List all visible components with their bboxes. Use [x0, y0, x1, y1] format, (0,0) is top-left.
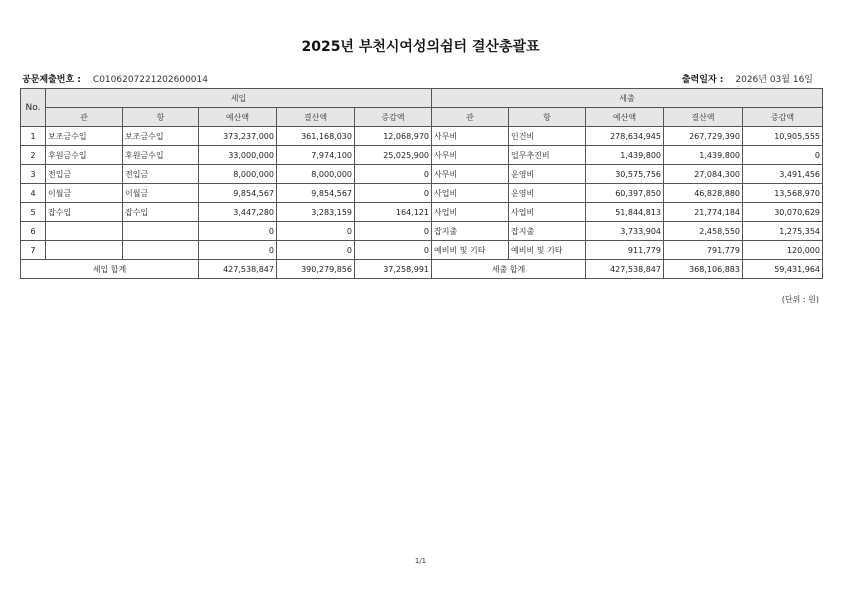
- expense-budget: 278,634,945: [586, 127, 664, 146]
- income-total-settled: 390,279,856: [277, 260, 355, 279]
- expense-diff: 10,905,555: [743, 127, 823, 146]
- print-date-block: [682, 72, 813, 85]
- table-row: [21, 184, 823, 203]
- expense-gwan: 사무비: [432, 146, 509, 165]
- print-date-value: 2026년 03월 16일: [735, 75, 813, 85]
- header-income-hang: 항: [123, 108, 199, 127]
- income-total-budget: 427,538,847: [199, 260, 277, 279]
- header-expense-settled: 결산액: [664, 108, 743, 127]
- expense-budget: 51,844,813: [586, 203, 664, 222]
- income-diff: 25,025,900: [355, 146, 432, 165]
- income-settled: 3,283,159: [277, 203, 355, 222]
- header-income-gwan: 관: [46, 108, 123, 127]
- expense-settled: 46,828,880: [664, 184, 743, 203]
- income-settled: 8,000,000: [277, 165, 355, 184]
- income-total-label: 세입 합계: [21, 260, 199, 279]
- expense-budget: 30,575,756: [586, 165, 664, 184]
- income-settled: 0: [277, 222, 355, 241]
- expense-settled: 791,779: [664, 241, 743, 260]
- expense-total-diff: 59,431,964: [743, 260, 823, 279]
- header-income-diff: 증감액: [355, 108, 432, 127]
- income-gwan: 전입금: [46, 165, 123, 184]
- expense-diff: 1,275,354: [743, 222, 823, 241]
- expense-diff: 120,000: [743, 241, 823, 260]
- page-number: 1/1: [414, 557, 427, 565]
- income-hang: 후원금수입: [123, 146, 199, 165]
- income-gwan: 후원금수입: [46, 146, 123, 165]
- expense-gwan: 잡지출: [432, 222, 509, 241]
- expense-budget: 911,779: [586, 241, 664, 260]
- expense-settled: 2,458,550: [664, 222, 743, 241]
- income-budget: 33,000,000: [199, 146, 277, 165]
- income-settled: 7,974,100: [277, 146, 355, 165]
- expense-settled: 27,084,300: [664, 165, 743, 184]
- expense-gwan: 사업비: [432, 203, 509, 222]
- row-no: 6: [21, 222, 46, 241]
- expense-diff: 30,070,629: [743, 203, 823, 222]
- expense-hang: 운영비: [509, 165, 586, 184]
- income-settled: 0: [277, 241, 355, 260]
- income-hang: [123, 222, 199, 241]
- header-no: No.: [21, 89, 46, 127]
- income-gwan: 보조금수입: [46, 127, 123, 146]
- income-diff: 0: [355, 184, 432, 203]
- income-hang: 이월금: [123, 184, 199, 203]
- header-income: 세입: [46, 89, 432, 108]
- income-diff: 0: [355, 222, 432, 241]
- income-budget: 3,447,280: [199, 203, 277, 222]
- settlement-table: [20, 88, 823, 279]
- expense-settled: 21,774,184: [664, 203, 743, 222]
- expense-budget: 1,439,800: [586, 146, 664, 165]
- doc-number-value: C0106207221202600014: [92, 75, 208, 85]
- expense-hang: 예비비 및 기타: [509, 241, 586, 260]
- expense-gwan: 사업비: [432, 184, 509, 203]
- table-row: [21, 165, 823, 184]
- table-row: [21, 222, 823, 241]
- expense-hang: 업무추진비: [509, 146, 586, 165]
- expense-total-settled: 368,106,883: [664, 260, 743, 279]
- income-total-diff: 37,258,991: [355, 260, 432, 279]
- income-hang: 보조금수입: [123, 127, 199, 146]
- expense-budget: 60,397,850: [586, 184, 664, 203]
- table-row: [21, 203, 823, 222]
- income-hang: 잡수입: [123, 203, 199, 222]
- row-no: 2: [21, 146, 46, 165]
- doc-number-label: 공문제출번호 :: [22, 75, 81, 85]
- income-gwan: 이월금: [46, 184, 123, 203]
- income-budget: 0: [199, 241, 277, 260]
- header-income-budget: 예산액: [199, 108, 277, 127]
- expense-settled: 1,439,800: [664, 146, 743, 165]
- row-no: 3: [21, 165, 46, 184]
- table-row: [21, 241, 823, 260]
- expense-settled: 267,729,390: [664, 127, 743, 146]
- income-gwan: 잡수입: [46, 203, 123, 222]
- header-expense-gwan: 관: [432, 108, 509, 127]
- row-no: 1: [21, 127, 46, 146]
- expense-diff: 3,491,456: [743, 165, 823, 184]
- income-gwan: [46, 241, 123, 260]
- income-budget: 9,854,567: [199, 184, 277, 203]
- print-date-label: 출력일자 :: [681, 75, 724, 85]
- income-diff: 0: [355, 241, 432, 260]
- expense-gwan: 사무비: [432, 127, 509, 146]
- income-budget: 0: [199, 222, 277, 241]
- income-budget: 8,000,000: [199, 165, 277, 184]
- expense-diff: 0: [743, 146, 823, 165]
- header-expense-hang: 항: [509, 108, 586, 127]
- expense-total-label: 세출 합계: [432, 260, 586, 279]
- income-settled: 9,854,567: [277, 184, 355, 203]
- row-no: 7: [21, 241, 46, 260]
- row-no: 4: [21, 184, 46, 203]
- expense-total-budget: 427,538,847: [586, 260, 664, 279]
- expense-hang: 잡지출: [509, 222, 586, 241]
- expense-diff: 13,568,970: [743, 184, 823, 203]
- table-row: [21, 146, 823, 165]
- expense-gwan: 예비비 및 기타: [432, 241, 509, 260]
- table-row: [21, 127, 823, 146]
- income-diff: 164,121: [355, 203, 432, 222]
- income-hang: 전입금: [123, 165, 199, 184]
- income-settled: 361,168,030: [277, 127, 355, 146]
- income-diff: 12,068,970: [355, 127, 432, 146]
- income-hang: [123, 241, 199, 260]
- totals-row: [21, 260, 823, 279]
- header-expense-budget: 예산액: [586, 108, 664, 127]
- header-expense: 세출: [432, 89, 823, 108]
- page-title: 2025년 부천시여성의쉼터 결산총괄표: [301, 39, 540, 55]
- expense-hang: 운영비: [509, 184, 586, 203]
- income-diff: 0: [355, 165, 432, 184]
- income-gwan: [46, 222, 123, 241]
- expense-hang: 사업비: [509, 203, 586, 222]
- expense-budget: 3,733,904: [586, 222, 664, 241]
- unit-label: (단위 : 원): [781, 295, 819, 304]
- row-no: 5: [21, 203, 46, 222]
- expense-gwan: 사무비: [432, 165, 509, 184]
- header-income-settled: 결산액: [277, 108, 355, 127]
- doc-number-block: [22, 72, 208, 85]
- header-expense-diff: 증감액: [743, 108, 823, 127]
- expense-hang: 인건비: [509, 127, 586, 146]
- income-budget: 373,237,000: [199, 127, 277, 146]
